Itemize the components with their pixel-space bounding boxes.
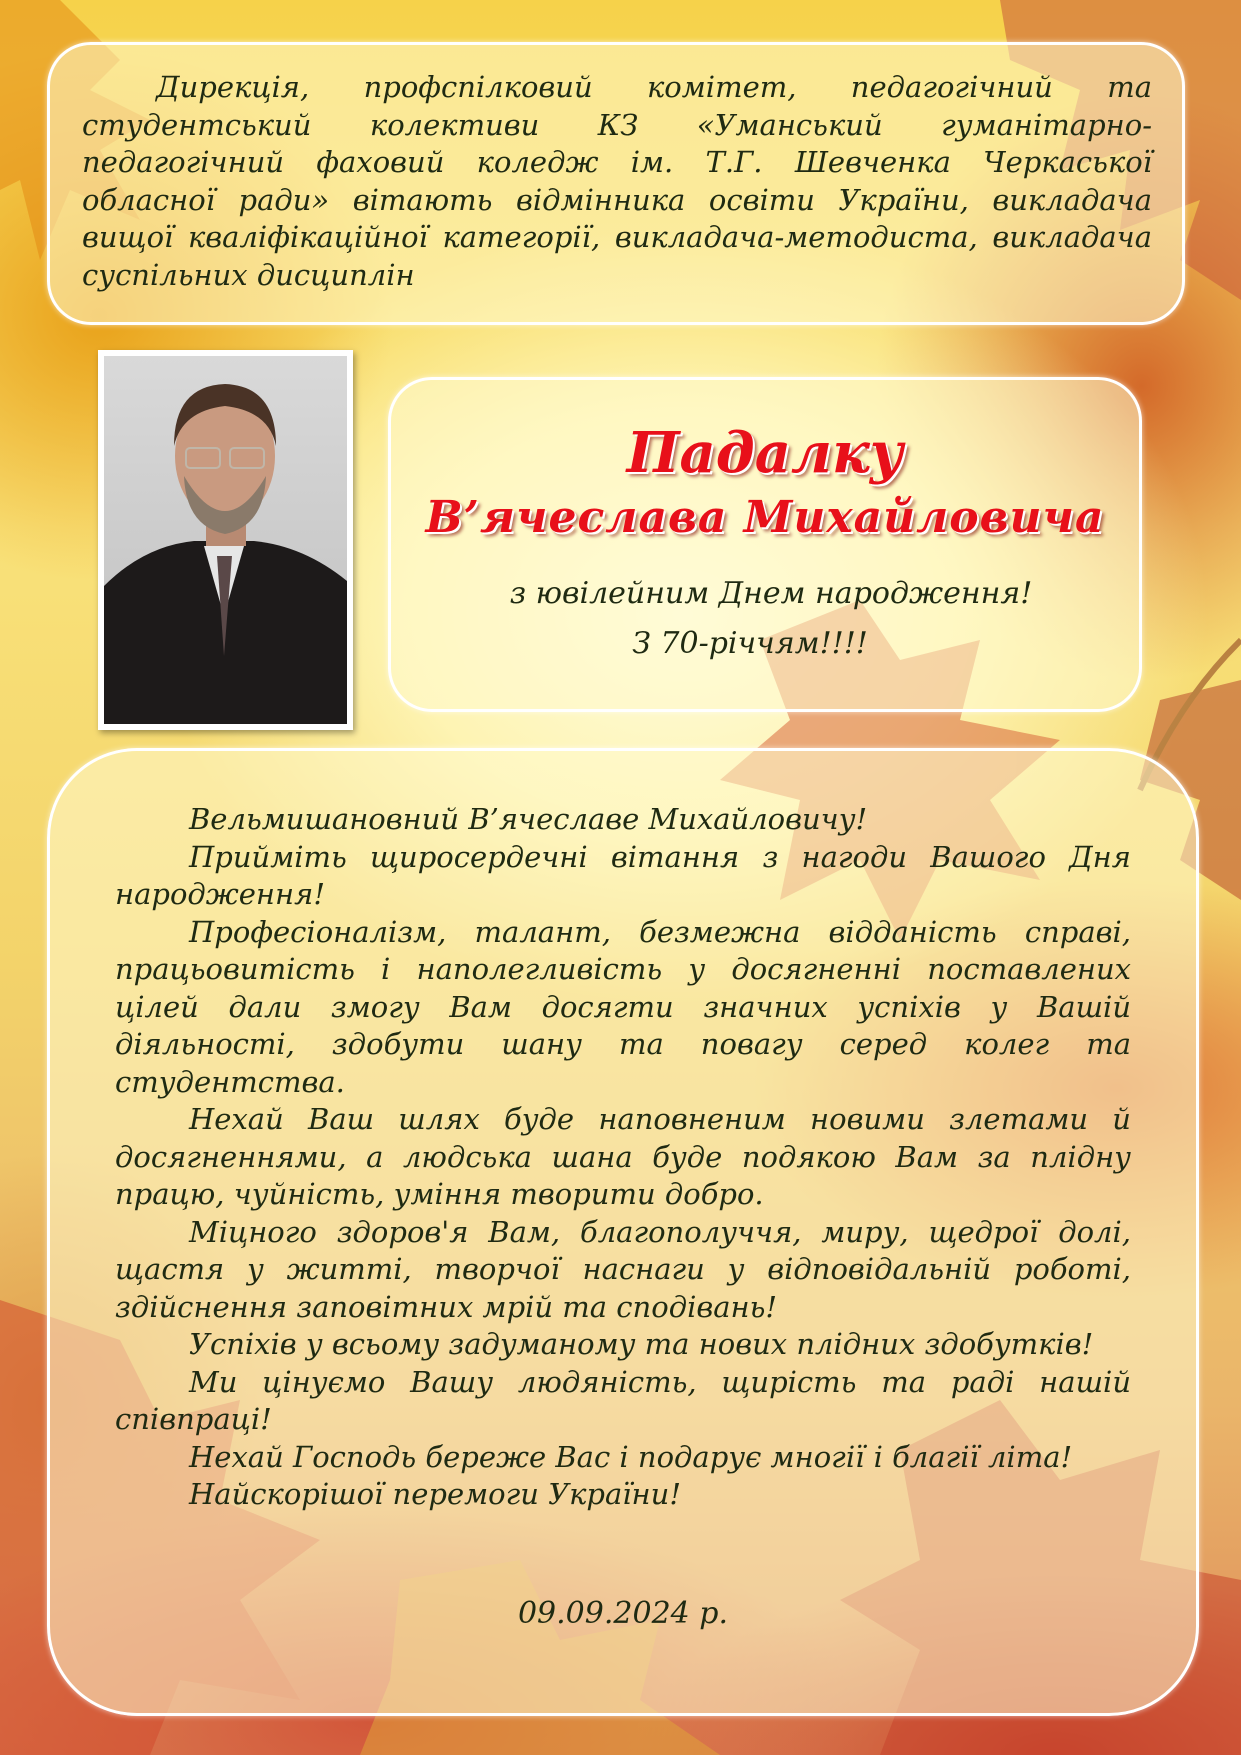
letter-paragraph: Нехай Господь береже Вас і подарує многії і благії літа!: [189, 1439, 1073, 1474]
intro-text: Дирекція, профспілковий комітет, педагогічний та студентський колективи КЗ «Уманський гуманітарно-педагогічний фаховий коледж ім. Т.Г. Шевченка Черкаської обласної ради» вітають відмінника освіти України, викладача вищої кваліфікаційної категорії, викладача-методиста, викладача суспільних дисциплін: [82, 70, 1152, 292]
honoree-surname: Падалку: [626, 420, 904, 486]
intro-panel: [47, 42, 1185, 325]
portrait-photo: [104, 356, 347, 724]
letter-date: 09.09.2024 р.: [517, 1596, 729, 1631]
letter-paragraph-salutation: Вельмишановний В’ячеславе Михайловичу!: [189, 802, 868, 836]
honoree-panel: [388, 377, 1142, 712]
letter-paragraph: Міцного здоров'я Вам, благополуччя, миру, щедрої долі, щастя у житті, творчої наснаги у відповідальній роботі, здійснення заповітних мрій та сподівань!: [115, 1214, 1131, 1324]
letter-paragraph: Найскорішої перемоги України!: [189, 1477, 681, 1511]
honoree-given-names: В’ячеслава Михайловича: [425, 492, 1105, 543]
letter-paragraph: Прийміть щиросердечні вітання з нагоди Вашого Дня народження!: [115, 839, 1131, 911]
letter-paragraph: Професіоналізм, талант, безмежна відданість справі, працьовитість і наполегливість у досягненні поставлених цілей дали змогу Вам досягти значних успіхів у Вашій діяльності, здобути шану та повагу серед колег та студентства.: [115, 914, 1131, 1099]
letter-panel: [47, 748, 1199, 1716]
greeting-line-2: З 70-річчям!!!!: [632, 626, 868, 661]
letter-paragraph: Нехай Ваш шлях буде наповненим новими злетами й досягненнями, а людська шана буде подякою Вам за плідну працю, чуйність, уміння творити добро.: [115, 1102, 1131, 1211]
letter-paragraph: Успіхів у всьому задуманому та нових плідних здобутків!: [189, 1327, 1094, 1361]
portrait-photo-frame: [98, 350, 353, 730]
greeting-line-1: з ювілейним Днем народження!: [509, 576, 1033, 611]
letter-paragraph: Ми цінуємо Вашу людяність, щирість та раді нашій співпраці!: [115, 1364, 1131, 1436]
